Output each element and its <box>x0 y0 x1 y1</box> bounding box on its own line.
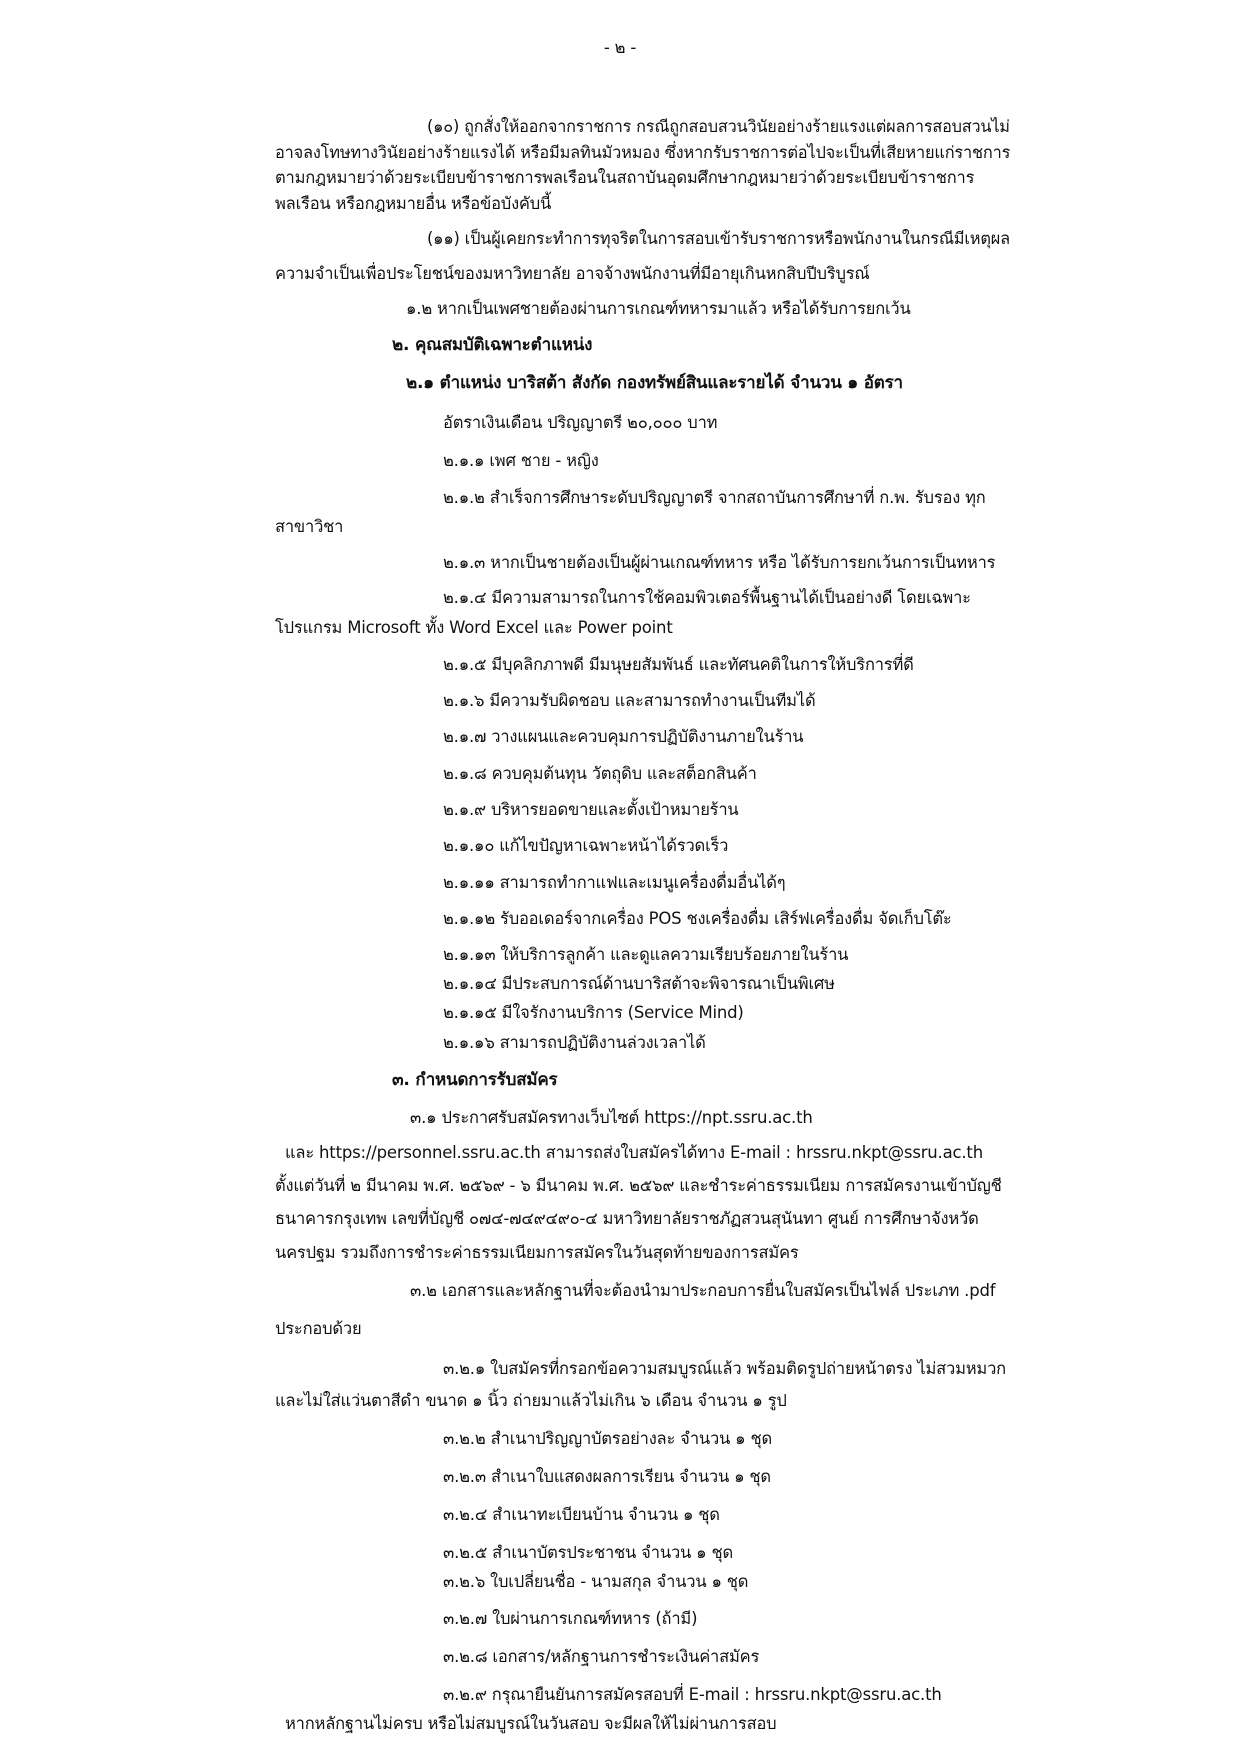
qualification-item: ๒.๑.๔ มีความสามารถในการใช้คอมพิวเตอร์พื้นฐานได้เป็นอย่างดี โดยเฉพาะ <box>443 588 971 607</box>
paragraph-line: (๑๐) ถูกสั่งให้ออกจากราชการ กรณีถูกสอบสวนวินัยอย่างร้ายแรงแต่ผลการสอบสวนไม่ <box>427 117 1010 136</box>
qualification-item: ๒.๑.๑๕ มีใจรักงานบริการ (Service Mind) <box>443 1003 744 1022</box>
paragraph-line: อาจลงโทษทางวินัยอย่างร้ายแรงได้ หรือมีมลทินมัวหมอง ซึ่งหากรับราชการต่อไปจะเป็นที่เสียหายแก่ราชการ <box>275 143 1011 162</box>
paragraph-line: (๑๑) เป็นผู้เคยกระทำการทุจริตในการสอบเข้ารับราชการหรือพนักงานในกรณีมีเหตุผล <box>427 229 1010 248</box>
document-item: ๓.๒.๒ สำเนาปริญญาบัตรอย่างละ จำนวน ๑ ชุด <box>443 1429 773 1448</box>
qualification-item: ๒.๑.๕ มีบุคลิกภาพดี มีมนุษยสัมพันธ์ และทัศนคติในการให้บริการที่ดี <box>443 655 914 674</box>
document-item: ๓.๒.๕ สำเนาบัตรประชาชน จำนวน ๑ ชุด <box>443 1543 733 1562</box>
qualification-item: ๒.๑.๑๐ แก้ไขปัญหาเฉพาะหน้าได้รวดเร็ว <box>443 836 729 855</box>
document-item: ๓.๒.๓ สำเนาใบแสดงผลการเรียน จำนวน ๑ ชุด <box>443 1467 771 1486</box>
paragraph-line: ตามกฎหมายว่าด้วยระเบียบข้าราชการพลเรือนในสถาบันอุดมศึกษากฎหมายว่าด้วยระเบียบข้าราชการ <box>275 168 975 187</box>
qualification-item: ๒.๑.๖ มีความรับผิดชอบ และสามารถทำงานเป็นทีมได้ <box>443 691 816 710</box>
page-number: - ๒ - <box>603 38 637 57</box>
document-item: ๓.๒.๗ ใบผ่านการเกณฑ์ทหาร (ถ้ามี) <box>443 1609 698 1628</box>
application-line: ตั้งแต่วันที่ ๒ มีนาคม พ.ศ. ๒๕๖๙ - ๖ มีนาคม พ.ศ. ๒๕๖๙ และชำระค่าธรรมเนียม การสมัครงานเข้าบัญชี <box>275 1176 1002 1195</box>
application-line: ธนาคารกรุงเทพ เลขที่บัญชี ๐๗๔-๗๔๙๔๙๐-๔ มหาวิทยาลัยราชภัฏสวนสุนันทา ศูนย์ การศึกษาจังหวัด <box>275 1209 979 1228</box>
qualification-item: ๒.๑.๗ วางแผนและควบคุมการปฏิบัติงานภายในร้าน <box>443 727 804 746</box>
qualification-item: ๒.๑.๑๒ รับออเดอร์จากเครื่อง POS ชงเครื่องดื่ม เสิร์ฟเครื่องดื่ม จัดเก็บโต๊ะ <box>443 909 952 928</box>
qualification-item: ๒.๑.๑๑ สามารถทำกาแฟและเมนูเครื่องดื่มอื่นได้ๆ <box>443 873 786 892</box>
final-note: หากหลักฐานไม่ครบ หรือไม่สมบูรณ์ในวันสอบ จะมีผลให้ไม่ผ่านการสอบ <box>285 1714 777 1733</box>
position-heading: ๒.๑ ตำแหน่ง บาริสต้า สังกัด กองทรัพย์สินและรายได้ จำนวน ๑ อัตรา <box>406 373 903 393</box>
application-line: และ https://personnel.ssru.ac.th สามารถส่งใบสมัครได้ทาง E-mail : hrssru.nkpt@ssru.ac.th <box>285 1143 983 1162</box>
section-heading-2: ๒. คุณสมบัติเฉพาะตำแหน่ง <box>392 335 593 355</box>
document-item: ๓.๒.๖ ใบเปลี่ยนชื่อ - นามสกุล จำนวน ๑ ชุด <box>443 1572 749 1591</box>
document-item: ๓.๒.๔ สำเนาทะเบียนบ้าน จำนวน ๑ ชุด <box>443 1505 720 1524</box>
application-line: ๓.๑ ประกาศรับสมัครทางเว็บไซต์ https://npt.ssru.ac.th <box>410 1108 813 1127</box>
documents-line: ๓.๒ เอกสารและหลักฐานที่จะต้องนำมาประกอบการยื่นใบสมัครเป็นไฟล์ ประเภท .pdf <box>410 1281 996 1300</box>
documents-line: ประกอบด้วย <box>275 1319 362 1338</box>
qualification-item: ๒.๑.๓ หากเป็นชายต้องเป็นผู้ผ่านเกณฑ์ทหาร หรือ ได้รับการยกเว้นการเป็นทหาร <box>443 553 996 572</box>
section-heading-3: ๓. กำหนดการรับสมัคร <box>392 1070 558 1090</box>
qualification-item: ๒.๑.๒ สำเร็จการศึกษาระดับปริญญาตรี จากสถาบันการศึกษาที่ ก.พ. รับรอง ทุก <box>443 488 986 507</box>
document-item: ๓.๒.๙ กรุณายืนยันการสมัครสอบที่ E-mail : hrssru.nkpt@ssru.ac.th <box>443 1685 942 1704</box>
paragraph-line: ความจำเป็นเพื่อประโยชน์ของมหาวิทยาลัย อาจจ้างพนักงานที่มีอายุเกินหกสิบปีบริบูรณ์ <box>275 264 870 283</box>
salary-line: อัตราเงินเดือน ปริญญาตรี ๒๐,๐๐๐ บาท <box>443 413 718 432</box>
application-line: นครปฐม รวมถึงการชำระค่าธรรมเนียมการสมัครในวันสุดท้ายของการสมัคร <box>275 1243 799 1262</box>
qualification-item: ๒.๑.๘ ควบคุมต้นทุน วัตถุดิบ และสต็อกสินค้า <box>443 764 757 783</box>
qualification-item: ๒.๑.๙ บริหารยอดขายและตั้งเป้าหมายร้าน <box>443 800 739 819</box>
qualification-item: ๒.๑.๑๔ มีประสบการณ์ด้านบาริสต้าจะพิจารณาเป็นพิเศษ <box>443 974 835 993</box>
document-item-cont: และไม่ใส่แว่นตาสีดำ ขนาด ๑ นิ้ว ถ่ายมาแล้วไม่เกิน ๖ เดือน จำนวน ๑ รูป <box>275 1391 787 1410</box>
qualification-item: ๒.๑.๑ เพศ ชาย - หญิง <box>443 451 599 470</box>
qualification-item-cont: สาขาวิชา <box>275 517 344 536</box>
qualification-item: ๒.๑.๑๖ สามารถปฏิบัติงานล่วงเวลาได้ <box>443 1033 706 1052</box>
qualification-item: ๒.๑.๑๓ ให้บริการลูกค้า และดูแลความเรียบร้อยภายในร้าน <box>443 945 849 964</box>
document-item: ๓.๒.๑ ใบสมัครที่กรอกข้อความสมบูรณ์แล้ว พร้อมติดรูปถ่ายหน้าตรง ไม่สวมหมวก <box>443 1359 1006 1378</box>
paragraph-line: ๑.๒ หากเป็นเพศชายต้องผ่านการเกณฑ์ทหารมาแล้ว หรือได้รับการยกเว้น <box>406 299 911 318</box>
qualification-item-cont: โปรแกรม Microsoft ทั้ง Word Excel และ Power point <box>275 618 673 637</box>
document-item: ๓.๒.๘ เอกสาร/หลักฐานการชำระเงินค่าสมัคร <box>443 1647 760 1666</box>
paragraph-line: พลเรือน หรือกฎหมายอื่น หรือข้อบังคับนี้ <box>275 194 552 213</box>
